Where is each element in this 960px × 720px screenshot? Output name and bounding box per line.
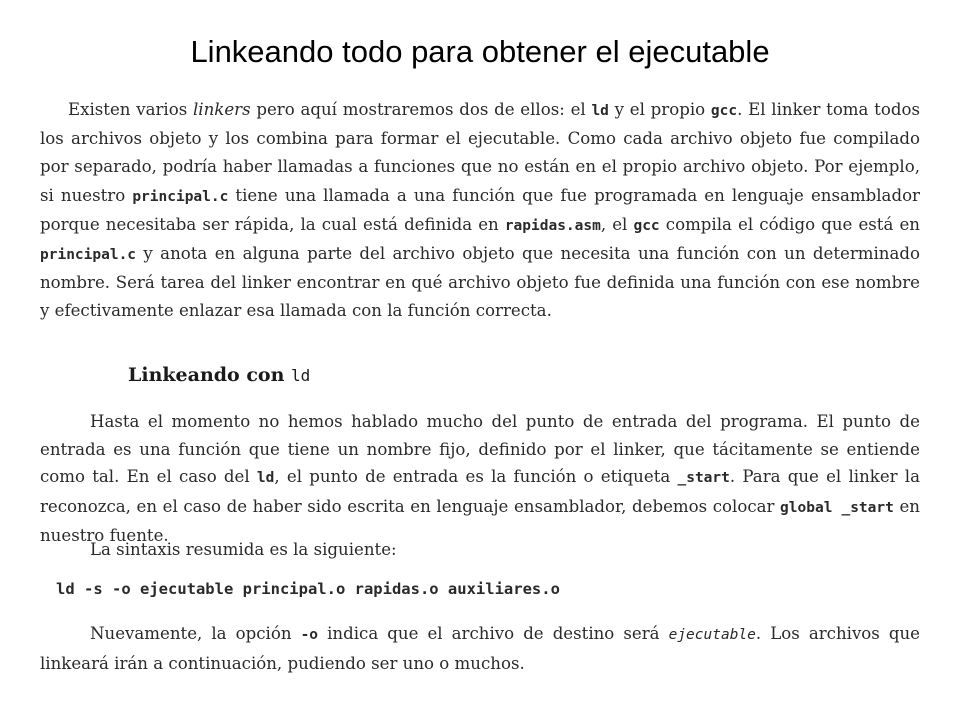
section-heading-code: ld <box>291 366 311 385</box>
entry-point-paragraph <box>40 408 920 550</box>
code-principal-c: principal.c <box>132 188 229 205</box>
intro-text: tiene una llamada a una función que fue programada en lenguaje ensamblador porque necesitaba ser rápida, la cual está definida en <box>40 185 920 234</box>
code-ld: ld <box>256 470 275 486</box>
slide-title: Linkeando todo para obtener el ejecutable <box>190 34 770 69</box>
ld-command-code: ld -s -o ejecutable principal.o rapidas.o auxiliares.o <box>56 580 560 598</box>
code-rapidas-asm: rapidas.asm <box>504 217 601 234</box>
paragraph-text: en nuestro fuente. <box>40 496 920 545</box>
code-start-label: _start <box>677 470 730 486</box>
paragraph-text: Hasta el momento no hemos hablado mucho del punto de entrada del programa. El punto de entrada es una función que tiene un nombre fijo, definido por el linker, que tácitamente se entiende como tal. En el caso del <box>40 412 920 486</box>
intro-linkers-emphasis: linkers <box>192 100 251 119</box>
section-heading-text: Linkeando con <box>128 364 292 386</box>
intro-text: y anota en alguna parte del archivo objeto que necesita una función con un determinado nombre. Será tarea del linker encontrar en qué archivo objeto fue definida una función con ese nombre y efectivamente enlazar esa llamada con la función correcta. <box>40 244 920 321</box>
intro-text: , el <box>600 214 634 234</box>
paragraph-text: , el punto de entrada es la función o etiqueta <box>274 467 678 486</box>
paragraph-text: indica que el archivo de destino será <box>318 624 669 643</box>
code-ejecutable: ejecutable <box>668 627 756 643</box>
intro-text: Existen varios <box>68 100 193 119</box>
code-gcc: gcc <box>633 217 660 234</box>
section-heading <box>128 364 310 386</box>
paragraph-text: Nuevamente, la opción <box>90 624 301 643</box>
syntax-intro-paragraph: La sintaxis resumida es la siguiente: <box>90 540 397 559</box>
code-gcc: gcc <box>710 103 738 119</box>
code-option-o: -o <box>300 627 319 643</box>
intro-text: pero aquí mostraremos dos de ellos: el <box>250 100 592 119</box>
code-principal-c: principal.c <box>40 247 137 264</box>
option-explanation-paragraph <box>40 620 920 677</box>
intro-text: compila el código que está en <box>659 214 920 234</box>
intro-text: y el propio <box>608 100 711 119</box>
intro-paragraph <box>40 96 920 326</box>
paragraph-text: . Para que el linker la reconozca, en el caso de haber sido escrita en lenguaje ensamblador, debemos colocar <box>40 467 920 516</box>
intro-text: . El linker toma todos los archivos objeto y los combina para formar el ejecutable. Como cada archivo objeto fue compilado por separado, podría haber llamadas a funciones que no están en el propio archivo objeto. Por ejemplo, si nuestro <box>40 100 920 205</box>
paragraph-text: . Los archivos que linkeará irán a continuación, pudiendo ser uno o muchos. <box>40 624 921 673</box>
code-global-start: global _start <box>780 499 894 516</box>
code-ld: ld <box>591 103 609 119</box>
